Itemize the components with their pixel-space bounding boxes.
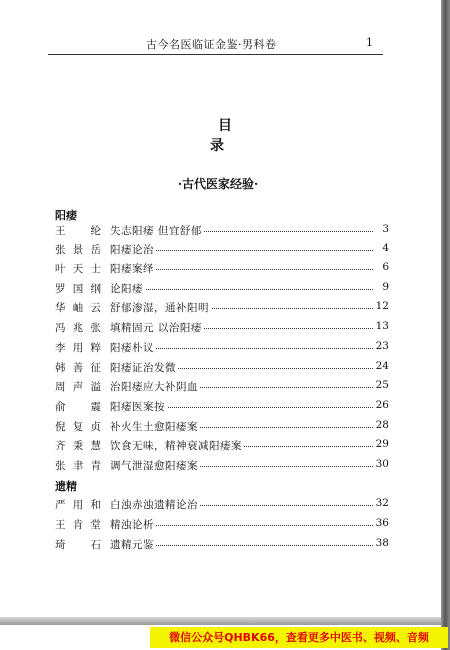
entry-page: 13 bbox=[373, 320, 389, 332]
entry-page: 12 bbox=[373, 300, 389, 312]
entry-author: 罗国纲 bbox=[55, 283, 101, 295]
entry-author: 华岫云 bbox=[55, 302, 101, 314]
entry-page: 24 bbox=[373, 360, 389, 372]
section-heading-yijing: 遗精 bbox=[55, 480, 77, 493]
entry-title: 精浊论析 bbox=[110, 519, 154, 531]
entry-author: 琦石 bbox=[55, 539, 101, 551]
toc-entry[interactable] bbox=[55, 517, 389, 533]
entry-page: 4 bbox=[373, 242, 389, 254]
entry-title: 调气泄湿愈阳痿案 bbox=[110, 460, 198, 472]
entry-author: 王肯堂 bbox=[55, 519, 101, 531]
toc-entry[interactable] bbox=[55, 340, 389, 356]
entry-title: 论阳痿 bbox=[110, 283, 143, 295]
entry-title: 遗精元鉴 bbox=[110, 539, 154, 551]
toc-entry[interactable] bbox=[55, 458, 389, 474]
entry-page: 36 bbox=[373, 517, 389, 529]
header-page-number: 1 bbox=[366, 36, 373, 49]
entry-title: 舒郁渗湿，通补阳明 bbox=[110, 302, 209, 314]
entry-title: 补火生土愈阳痿案 bbox=[110, 421, 198, 433]
entry-page: 38 bbox=[373, 537, 389, 549]
entry-author: 李用粹 bbox=[55, 342, 101, 354]
section-heading-yangwei: 阳痿 bbox=[55, 209, 77, 222]
entry-page: 30 bbox=[373, 458, 389, 470]
scan-right-edge bbox=[441, 0, 450, 650]
entry-page: 25 bbox=[373, 379, 389, 391]
toc-entry[interactable] bbox=[55, 438, 389, 454]
entry-author: 叶天士 bbox=[55, 263, 101, 275]
entry-author: 张聿青 bbox=[55, 460, 101, 472]
entry-page: 28 bbox=[373, 419, 389, 431]
entry-page: 6 bbox=[373, 261, 389, 273]
entry-author: 冯兆张 bbox=[55, 322, 101, 334]
entry-title: 治阳痿应大补阴血 bbox=[110, 381, 198, 393]
toc-entry[interactable] bbox=[55, 537, 389, 553]
toc-entry[interactable] bbox=[55, 497, 389, 513]
toc-entry[interactable] bbox=[55, 261, 389, 277]
entry-author: 严用和 bbox=[55, 499, 101, 511]
entry-page: 23 bbox=[373, 340, 389, 352]
entry-author: 周声溢 bbox=[55, 381, 101, 393]
toc-entry[interactable] bbox=[55, 242, 389, 258]
entry-page: 32 bbox=[373, 497, 389, 509]
entry-title: 阳痿证治发微 bbox=[110, 362, 176, 374]
entry-page: 29 bbox=[373, 438, 389, 450]
promo-banner[interactable]: 微信公众号QHBK66，查看更多中医书、视频、音频 bbox=[150, 627, 448, 648]
toc-entry[interactable] bbox=[55, 379, 389, 395]
entry-title: 白浊赤浊遗精论治 bbox=[110, 499, 198, 511]
scan-bottom-edge bbox=[0, 617, 441, 625]
entry-title: 失志阳痿 但宜舒郁 bbox=[110, 225, 202, 237]
toc-entry[interactable] bbox=[55, 320, 389, 336]
dot-leader bbox=[110, 289, 373, 290]
entry-page: 26 bbox=[373, 399, 389, 411]
toc-entry[interactable] bbox=[55, 360, 389, 376]
entry-page: 9 bbox=[373, 281, 389, 293]
toc-entry[interactable] bbox=[55, 281, 389, 297]
entry-page: 3 bbox=[373, 223, 389, 235]
toc-entry[interactable] bbox=[55, 300, 389, 316]
entry-title: 填精固元 以治阳痿 bbox=[110, 322, 202, 334]
entry-title: 阳痿论治 bbox=[110, 244, 154, 256]
entry-author: 齐秉慧 bbox=[55, 440, 101, 452]
header-title: 古今名医临证金鉴·男科卷 bbox=[146, 38, 277, 51]
entry-title: 饮食无味，精神衰减阳痿案 bbox=[110, 440, 242, 452]
entry-title: 阳痿案绎 bbox=[110, 263, 154, 275]
entry-author: 张景岳 bbox=[55, 244, 101, 256]
entry-title: 阳痿朴议 bbox=[110, 342, 154, 354]
entry-author: 韩善征 bbox=[55, 362, 101, 374]
running-header bbox=[48, 34, 383, 55]
entry-author: 俞震 bbox=[55, 401, 101, 413]
toc-title: 目 录 bbox=[210, 118, 248, 154]
entry-author: 倪复贞 bbox=[55, 421, 101, 433]
entry-author: 王纶 bbox=[55, 225, 101, 237]
part-title: ·古代医家经验· bbox=[177, 177, 259, 191]
entry-title: 阳痿医案按 bbox=[110, 401, 165, 413]
toc-entry[interactable] bbox=[55, 399, 389, 415]
toc-entry[interactable] bbox=[55, 223, 389, 239]
toc-entry[interactable] bbox=[55, 419, 389, 435]
